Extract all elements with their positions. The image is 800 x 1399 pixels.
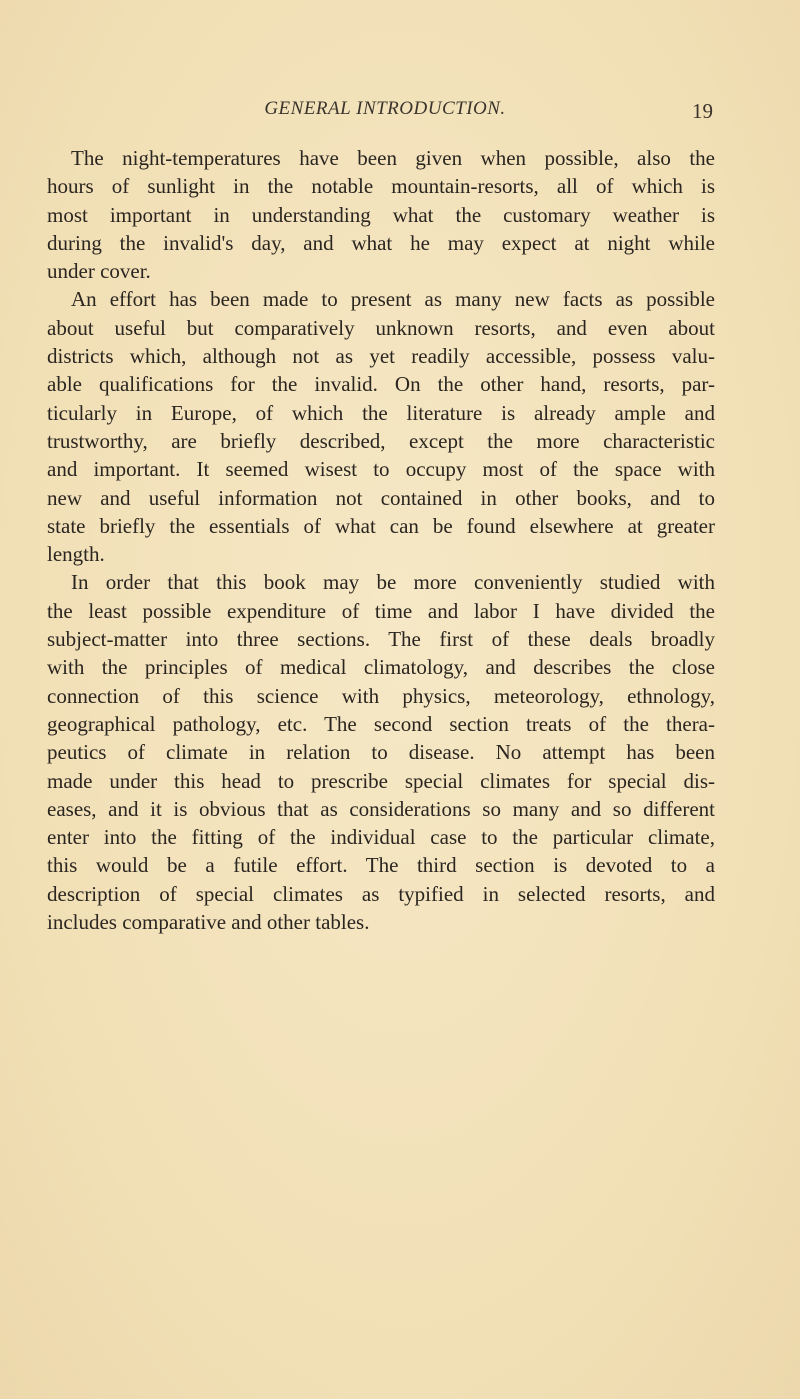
- text-line: under cover.: [47, 259, 151, 284]
- text-line: hours of sunlight in the notable mountain-resorts, all of which is: [47, 174, 715, 199]
- body-text: [47, 144, 715, 936]
- paragraph: [47, 144, 715, 285]
- text-line: about useful but comparatively unknown resorts, and even about: [47, 315, 715, 340]
- text-line: districts which, although not as yet readily accessible, possess valu-: [47, 344, 715, 369]
- text-line: description of special climates as typified in selected resorts, and: [47, 881, 715, 906]
- text-line: made under this head to prescribe special climates for special dis-: [47, 768, 715, 793]
- page-number: 19: [692, 99, 713, 123]
- text-line: and important. It seemed wisest to occupy most of the space with: [47, 457, 715, 482]
- text-line: new and useful information not contained in other books, and to: [47, 485, 715, 510]
- running-head: [0, 95, 800, 123]
- text-line: with the principles of medical climatology, and describes the close: [47, 655, 715, 680]
- text-line: this would be a futile effort. The third section is devoted to a: [47, 853, 715, 878]
- chapter-title: GENERAL INTRODUCTION.: [264, 98, 506, 119]
- text-line: In order that this book may be more conveniently studied with: [71, 570, 715, 595]
- text-line: most important in understanding what the customary weather is: [47, 202, 715, 227]
- paragraph: [47, 285, 715, 568]
- text-line: eases, and it is obvious that as considerations so many and so different: [47, 796, 715, 821]
- text-line: includes comparative and other tables.: [47, 910, 370, 935]
- text-line: ticularly in Europe, of which the literature is already ample and: [47, 400, 715, 425]
- text-line: length.: [47, 542, 105, 567]
- text-line: able qualifications for the invalid. On the other hand, resorts, par-: [47, 372, 715, 397]
- text-line: An effort has been made to present as many new facts as possible: [71, 287, 715, 312]
- text-line: the least possible expenditure of time and labor I have divided the: [47, 598, 715, 623]
- text-line: peutics of climate in relation to disease. No attempt has been: [47, 740, 715, 765]
- text-line: enter into the fitting of the individual case to the particular climate,: [47, 825, 715, 850]
- paragraph: [47, 568, 715, 936]
- text-line: state briefly the essentials of what can be found elsewhere at greater: [47, 513, 715, 538]
- text-line: during the invalid's day, and what he may expect at night while: [47, 230, 715, 255]
- text-line: The night-temperatures have been given when possible, also the: [71, 146, 715, 170]
- text-line: connection of this science with physics, meteorology, ethnology,: [47, 683, 715, 708]
- text-line: subject-matter into three sections. The first of these deals broadly: [47, 627, 715, 652]
- text-line: trustworthy, are briefly described, except the more characteristic: [47, 428, 715, 453]
- text-line: geographical pathology, etc. The second section treats of the thera-: [47, 711, 715, 736]
